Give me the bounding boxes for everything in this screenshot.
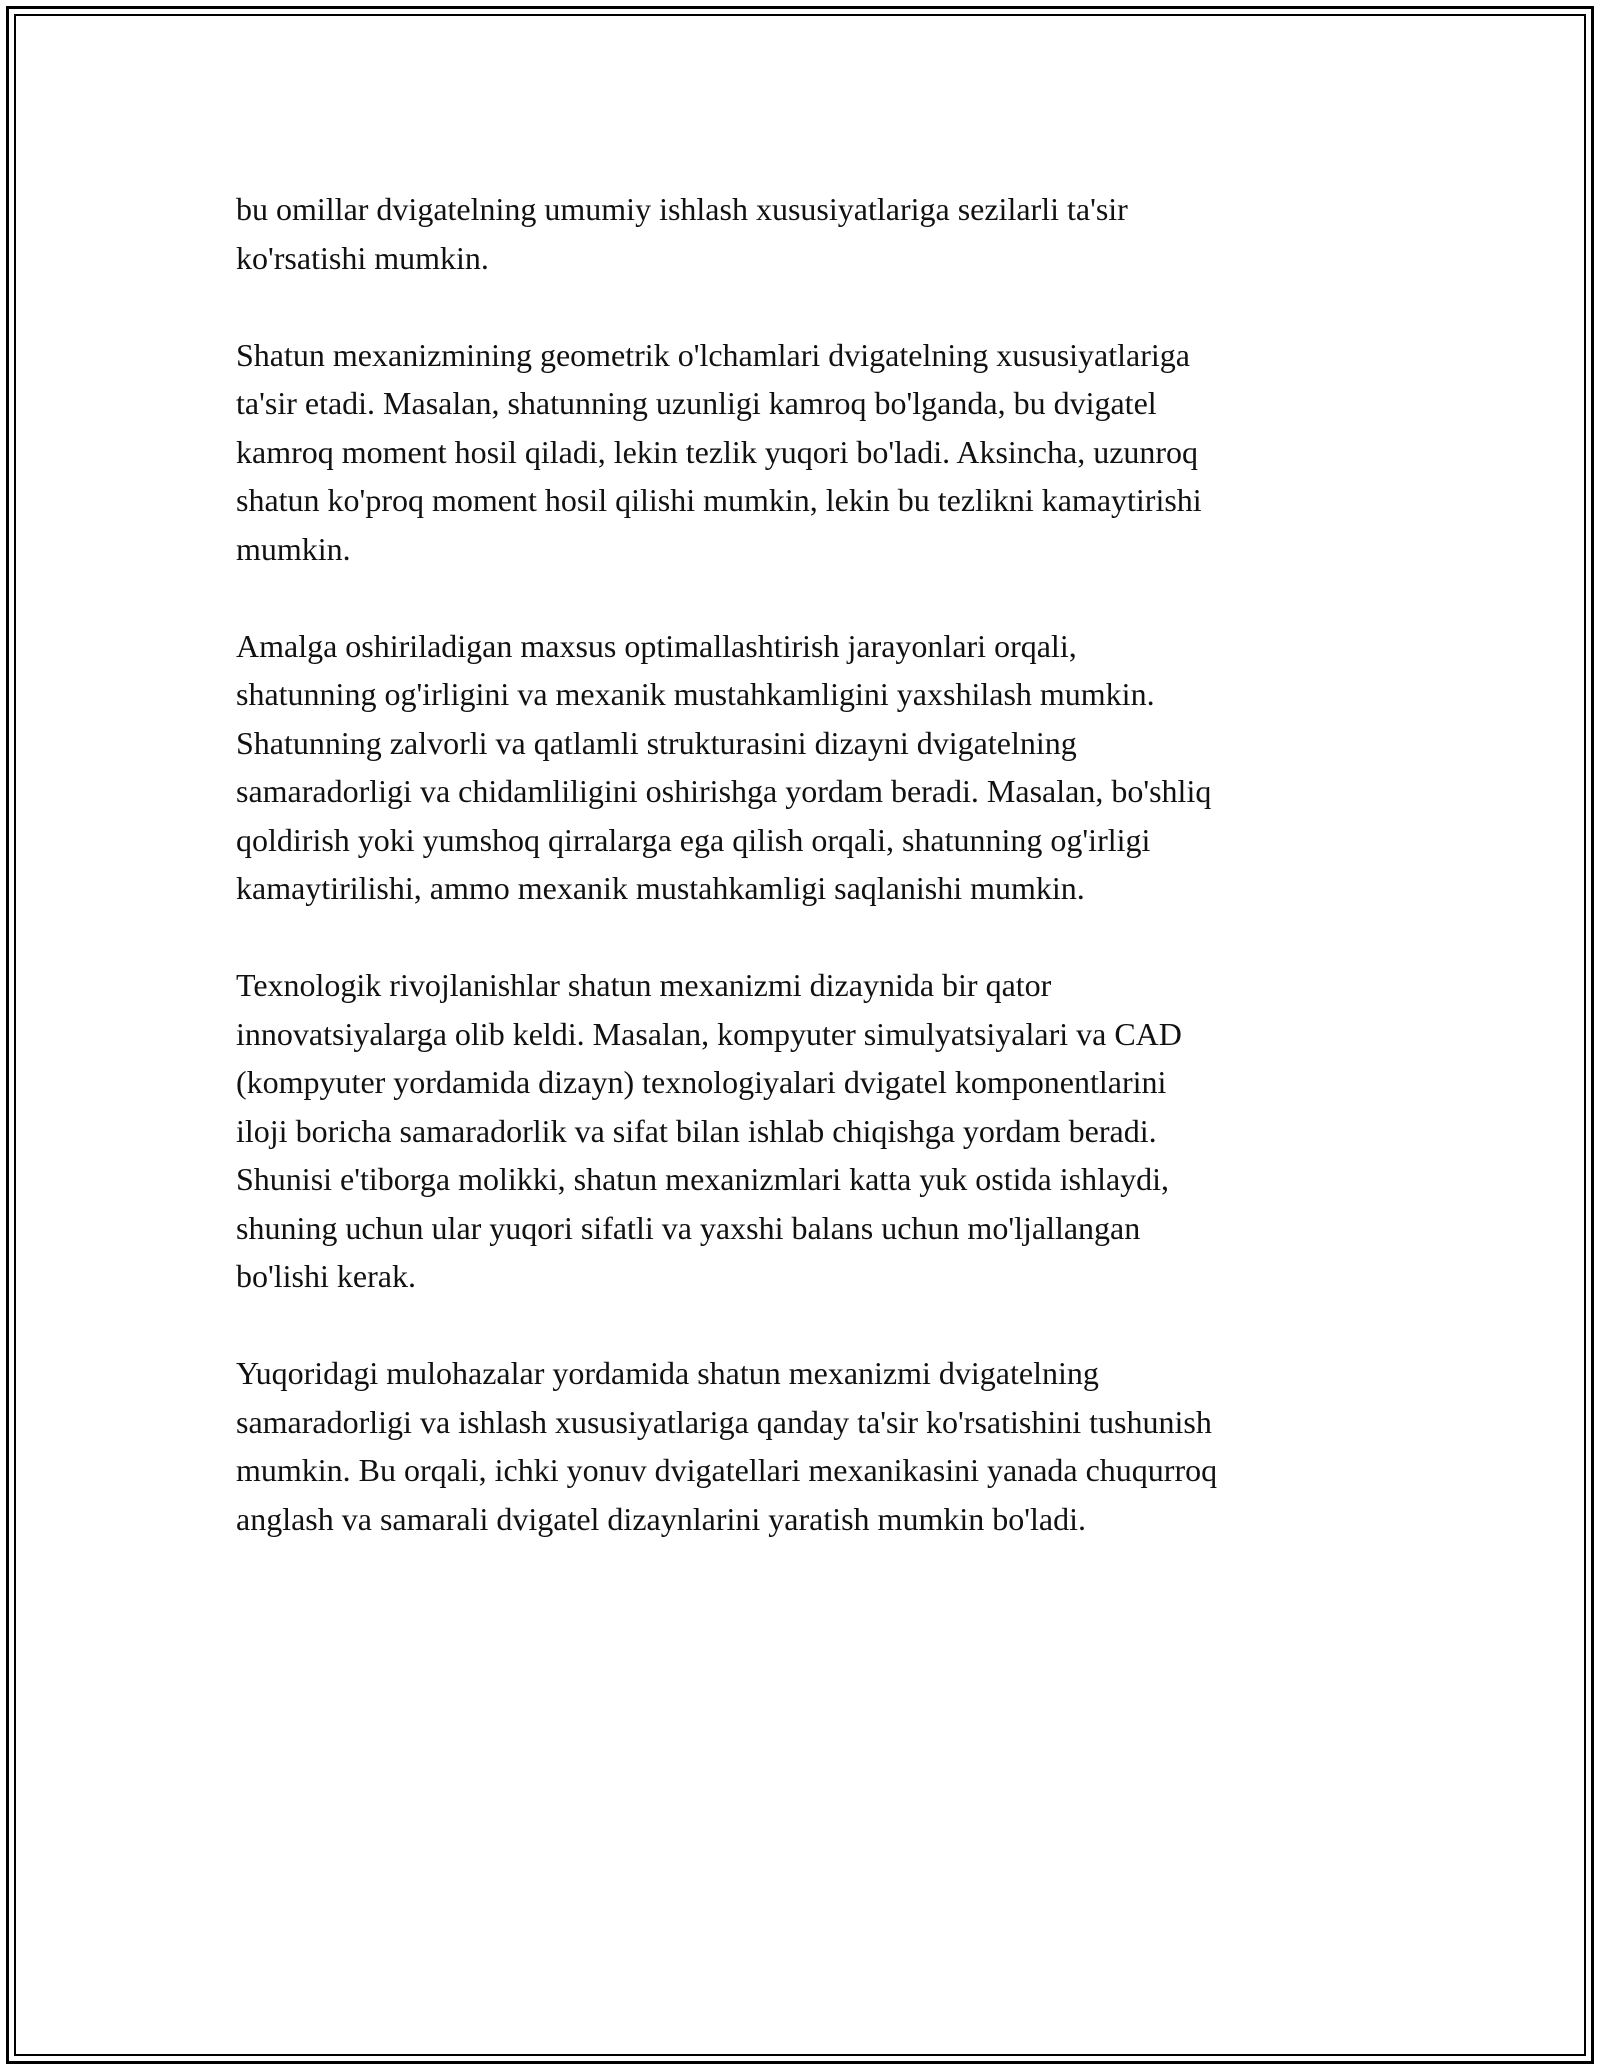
text-line: kamroq moment hosil qiladi, lekin tezlik yuqori bo'ladi. Aksincha, uzunroq	[236, 433, 1199, 470]
text-line: samaradorligi va ishlash xususiyatlariga qanday ta'sir ko'rsatishini tushunish	[236, 1403, 1212, 1440]
text-line: Texnologik rivojlanishlar shatun mexanizmi dizaynida bir qator	[236, 967, 1052, 1003]
text-line: Amalga oshiriladigan maxsus optimallashtirish jarayonlari orqali,	[236, 627, 1077, 664]
text-line: shatunning og'irligini va mexanik mustahkamligini yaxshilash mumkin.	[236, 676, 1155, 712]
paragraph	[236, 961, 1376, 1301]
text-line: ko'rsatishi mumkin.	[236, 239, 489, 276]
text-line: Shatunning zalvorli va qatlamli strukturasini dizayni dvigatelning	[236, 724, 1077, 761]
text-line: bo'lishi kerak.	[236, 1258, 416, 1294]
text-line: (kompyuter yordamida dizayn) texnologiyalari dvigatel komponentlarini	[236, 1064, 1167, 1100]
paragraph	[236, 1349, 1376, 1543]
text-line: Yuqoridagi mulohazalar yordamida shatun mexanizmi dvigatelning	[236, 1355, 1099, 1391]
text-line: mumkin. Bu orqali, ichki yonuv dvigatellari mexanikasini yanada chuqurroq	[236, 1452, 1218, 1488]
text-line: Shunisi e'tiborga molikki, shatun mexanizmlari katta yuk ostida ishlaydi,	[236, 1161, 1170, 1197]
text-line: bu omillar dvigatelning umumiy ishlash xususiyatlariga sezilarli ta'sir	[236, 191, 1128, 227]
text-line: iloji boricha samaradorlik va sifat bilan ishlab chiqishga yordam beradi.	[236, 1112, 1157, 1149]
text-line: Shatun mexanizmining geometrik o'lchamlari dvigatelning xususiyatlariga	[236, 336, 1190, 373]
text-line: qoldirish yoki yumshoq qirralarga ega qilish orqali, shatunning og'irligi	[236, 821, 1151, 858]
text-line: shatun ko'proq moment hosil qilishi mumkin, lekin bu tezlikni kamaytirishi	[236, 482, 1202, 518]
text-line: anglash va samarali dvigatel dizaynlarini yaratish mumkin bo'ladi.	[236, 1500, 1086, 1537]
text-line: kamaytirilishi, ammo mexanik mustahkamligi saqlanishi mumkin.	[236, 870, 1085, 906]
document-body	[236, 185, 1376, 1592]
text-line: mumkin.	[236, 530, 351, 567]
paragraph	[236, 331, 1376, 574]
text-line: samaradorligi va chidamliligini oshirishga yordam beradi. Masalan, bo'shliq	[236, 773, 1212, 809]
paragraph	[236, 622, 1376, 913]
text-line: innovatsiyalarga olib keldi. Masalan, kompyuter simulyatsiyalari va CAD	[236, 1015, 1182, 1052]
paragraph	[236, 185, 1376, 282]
text-line: shuning uchun ular yuqori sifatli va yaxshi balans uchun mo'ljallangan	[236, 1209, 1141, 1246]
text-line: ta'sir etadi. Masalan, shatunning uzunligi kamroq bo'lganda, bu dvigatel	[236, 385, 1157, 421]
